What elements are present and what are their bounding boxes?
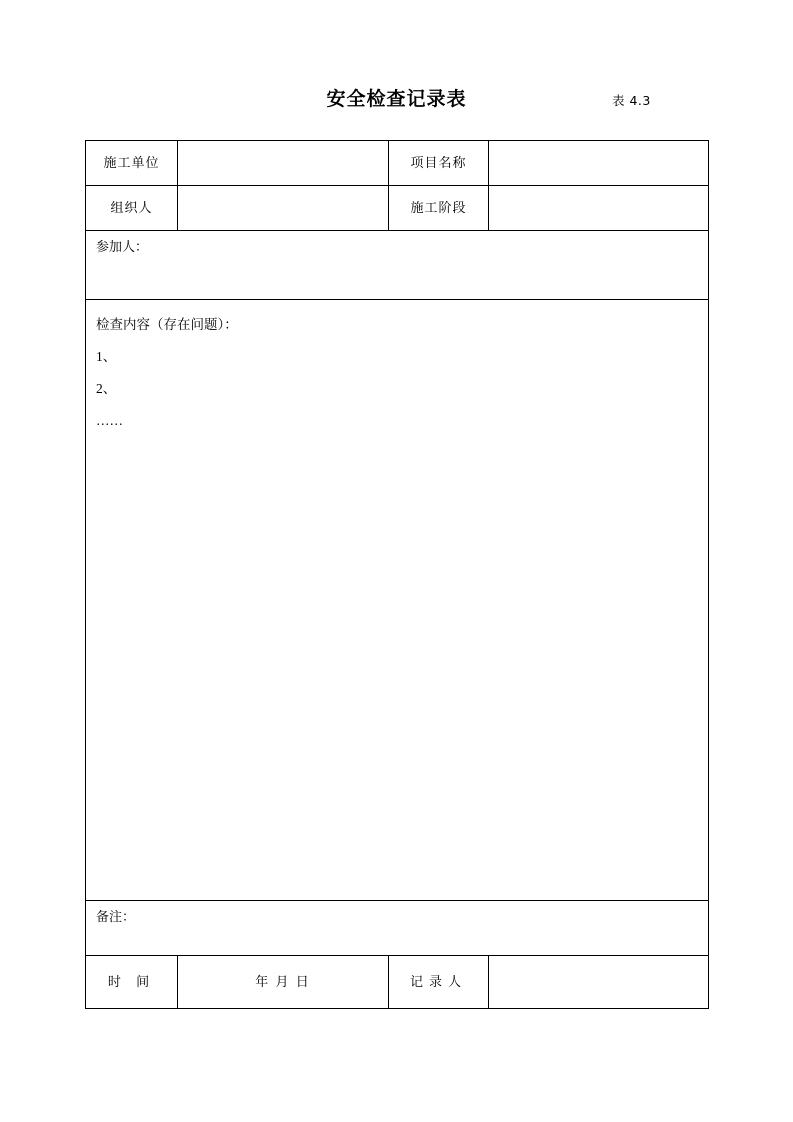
field-construction-unit[interactable]	[178, 141, 389, 186]
field-project-name[interactable]	[489, 141, 709, 186]
title-row	[0, 86, 793, 116]
table-row	[86, 231, 709, 300]
label-organizer: 组织人	[86, 186, 178, 231]
field-date[interactable]: 年 月 日	[178, 956, 389, 1009]
table-row	[86, 956, 709, 1009]
table-row	[86, 186, 709, 231]
label-time: 时 间	[86, 956, 178, 1009]
content-item-ellipsis: ……	[96, 413, 123, 428]
page-title: 安全检查记录表	[326, 88, 467, 110]
field-remark[interactable]	[86, 901, 709, 956]
safety-inspection-record-table	[85, 140, 709, 1009]
content-item-1: 1、	[96, 349, 117, 364]
table-row	[86, 141, 709, 186]
label-inspection-content: 检查内容（存在问题）：	[96, 317, 238, 332]
label-recorder: 记录人	[389, 956, 489, 1009]
content-item-2: 2、	[96, 381, 117, 396]
field-organizer[interactable]	[178, 186, 389, 231]
table-row	[86, 300, 709, 901]
field-inspection-content[interactable]	[86, 300, 709, 901]
form-code: 表 4.3	[612, 93, 651, 108]
field-construction-stage[interactable]	[489, 186, 709, 231]
table-row	[86, 901, 709, 956]
field-participants[interactable]	[86, 231, 709, 300]
field-recorder[interactable]	[489, 956, 709, 1009]
label-participants: 参加人：	[96, 239, 149, 254]
label-construction-stage: 施工阶段	[389, 186, 489, 231]
label-construction-unit: 施工单位	[86, 141, 178, 186]
label-project-name: 项目名称	[389, 141, 489, 186]
label-remark: 备注：	[96, 909, 136, 924]
